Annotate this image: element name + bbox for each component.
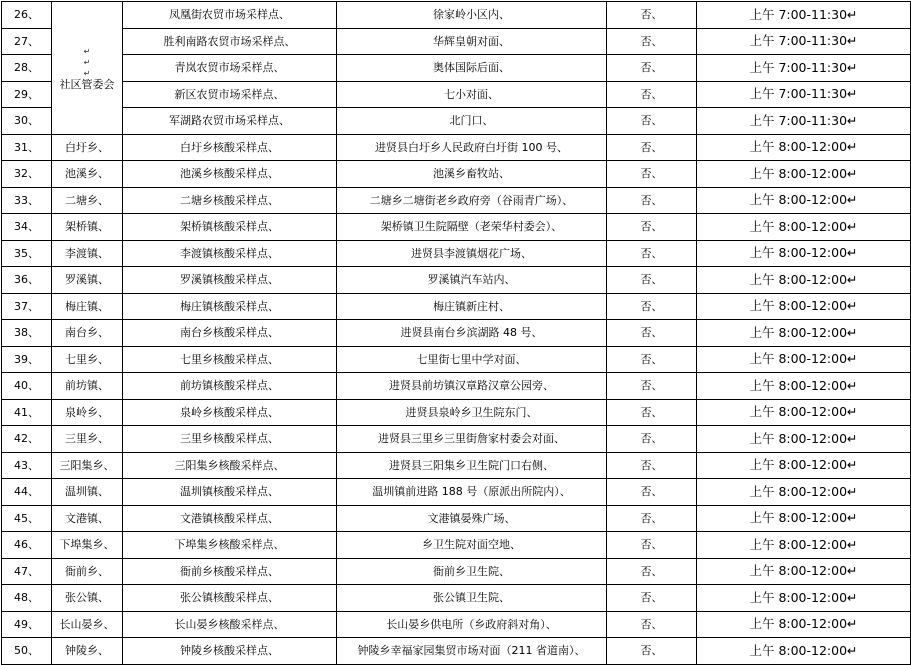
flag-cell: 否、	[607, 399, 697, 426]
site-address: 进贤县前坊镇汉章路汉章公园旁、	[337, 373, 607, 400]
town-name: 白圩乡、	[52, 134, 123, 161]
row-number: 29、	[2, 81, 52, 108]
flag-cell: 否、	[607, 2, 697, 29]
flag-cell: 否、	[607, 479, 697, 506]
table-body	[2, 2, 911, 665]
time-cell: 上午 8:00-12:00↵	[697, 611, 911, 638]
row-number: 28、	[2, 55, 52, 82]
time-cell: 上午 8:00-12:00↵	[697, 426, 911, 453]
time-cell: 上午 8:00-12:00↵	[697, 505, 911, 532]
flag-cell: 否、	[607, 81, 697, 108]
site-name: 新区农贸市场采样点、	[123, 81, 337, 108]
time-cell: 上午 8:00-12:00↵	[697, 346, 911, 373]
time-cell: 上午 8:00-12:00↵	[697, 373, 911, 400]
flag-cell: 否、	[607, 373, 697, 400]
flag-cell: 否、	[607, 452, 697, 479]
table-row	[2, 532, 911, 559]
town-name: 李渡镇、	[52, 240, 123, 267]
table-row	[2, 638, 911, 665]
row-number: 40、	[2, 373, 52, 400]
site-address: 北门口、	[337, 108, 607, 135]
community-cell	[52, 2, 123, 135]
table-row	[2, 267, 911, 294]
town-name: 池溪乡、	[52, 161, 123, 188]
site-name: 白圩乡核酸采样点、	[123, 134, 337, 161]
paragraph-mark: ↵	[83, 57, 91, 67]
time-cell: 上午 8:00-12:00↵	[697, 214, 911, 241]
site-address: 进贤县李渡镇烟花广场、	[337, 240, 607, 267]
site-name: 钟陵乡核酸采样点、	[123, 638, 337, 665]
table-row	[2, 505, 911, 532]
paragraph-mark: ↵	[83, 68, 91, 78]
row-number: 33、	[2, 187, 52, 214]
town-name: 罗溪镇、	[52, 267, 123, 294]
town-name: 下埠集乡、	[52, 532, 123, 559]
site-name: 架桥镇核酸采样点、	[123, 214, 337, 241]
site-address: 七小对面、	[337, 81, 607, 108]
row-number: 30、	[2, 108, 52, 135]
time-cell: 上午 8:00-12:00↵	[697, 638, 911, 665]
site-address: 进贤县三里乡三里街詹家村委会对面、	[337, 426, 607, 453]
site-address: 进贤县白圩乡人民政府白圩街 100 号、	[337, 134, 607, 161]
flag-cell: 否、	[607, 214, 697, 241]
flag-cell: 否、	[607, 108, 697, 135]
site-address: 华辉皇朝对面、	[337, 28, 607, 55]
table-row	[2, 240, 911, 267]
row-number: 42、	[2, 426, 52, 453]
table-row	[2, 214, 911, 241]
time-cell: 上午 7:00-11:30↵	[697, 81, 911, 108]
site-name: 青岚农贸市场采样点、	[123, 55, 337, 82]
site-address: 温圳镇前进路 188 号（原派出所院内）、	[337, 479, 607, 506]
flag-cell: 否、	[607, 558, 697, 585]
site-name: 池溪乡核酸采样点、	[123, 161, 337, 188]
site-name: 长山晏乡核酸采样点、	[123, 611, 337, 638]
flag-cell: 否、	[607, 346, 697, 373]
time-cell: 上午 8:00-12:00↵	[697, 532, 911, 559]
site-name: 张公镇核酸采样点、	[123, 585, 337, 612]
flag-cell: 否、	[607, 426, 697, 453]
time-cell: 上午 8:00-12:00↵	[697, 585, 911, 612]
table-row	[2, 558, 911, 585]
flag-cell: 否、	[607, 161, 697, 188]
table-row	[2, 479, 911, 506]
time-cell: 上午 7:00-11:30↵	[697, 108, 911, 135]
time-cell: 上午 8:00-12:00↵	[697, 161, 911, 188]
flag-cell: 否、	[607, 240, 697, 267]
site-address: 衙前乡卫生院、	[337, 558, 607, 585]
site-name: 前坊镇核酸采样点、	[123, 373, 337, 400]
table-row	[2, 161, 911, 188]
row-number: 41、	[2, 399, 52, 426]
table-row	[2, 81, 911, 108]
time-cell: 上午 8:00-12:00↵	[697, 187, 911, 214]
site-address: 文港镇晏殊广场、	[337, 505, 607, 532]
row-number: 34、	[2, 214, 52, 241]
town-name: 梅庄镇、	[52, 293, 123, 320]
flag-cell: 否、	[607, 532, 697, 559]
time-cell: 上午 8:00-12:00↵	[697, 320, 911, 347]
flag-cell: 否、	[607, 267, 697, 294]
site-address: 二塘乡二塘街老乡政府旁（谷雨青广场）、	[337, 187, 607, 214]
site-address: 七里街七里中学对面、	[337, 346, 607, 373]
row-number: 44、	[2, 479, 52, 506]
table-row	[2, 346, 911, 373]
town-name: 长山晏乡、	[52, 611, 123, 638]
site-address: 进贤县泉岭乡卫生院东门、	[337, 399, 607, 426]
town-name: 南台乡、	[52, 320, 123, 347]
site-address: 架桥镇卫生院隔壁（老荣华村委会）、	[337, 214, 607, 241]
row-number: 48、	[2, 585, 52, 612]
table-row	[2, 399, 911, 426]
town-name: 衙前乡、	[52, 558, 123, 585]
community-label: 社区管委会	[59, 77, 115, 91]
town-name: 前坊镇、	[52, 373, 123, 400]
site-name: 罗溪镇核酸采样点、	[123, 267, 337, 294]
row-number: 45、	[2, 505, 52, 532]
table-row	[2, 373, 911, 400]
flag-cell: 否、	[607, 611, 697, 638]
site-address: 奥体国际后面、	[337, 55, 607, 82]
site-address: 池溪乡畜牧站、	[337, 161, 607, 188]
town-name: 张公镇、	[52, 585, 123, 612]
flag-cell: 否、	[607, 187, 697, 214]
site-address: 乡卫生院对面空地、	[337, 532, 607, 559]
row-number: 37、	[2, 293, 52, 320]
site-address: 罗溪镇汽车站内、	[337, 267, 607, 294]
row-number: 47、	[2, 558, 52, 585]
flag-cell: 否、	[607, 505, 697, 532]
flag-cell: 否、	[607, 293, 697, 320]
row-number: 26、	[2, 2, 52, 29]
table-row	[2, 187, 911, 214]
flag-cell: 否、	[607, 638, 697, 665]
row-number: 38、	[2, 320, 52, 347]
time-cell: 上午 8:00-12:00↵	[697, 134, 911, 161]
town-name: 文港镇、	[52, 505, 123, 532]
table-row	[2, 293, 911, 320]
site-address: 钟陵乡幸福家园集贸市场对面（211 省道南）、	[337, 638, 607, 665]
flag-cell: 否、	[607, 134, 697, 161]
time-cell: 上午 7:00-11:30↵	[697, 2, 911, 29]
town-name: 泉岭乡、	[52, 399, 123, 426]
row-number: 39、	[2, 346, 52, 373]
flag-cell: 否、	[607, 585, 697, 612]
site-name: 二塘乡核酸采样点、	[123, 187, 337, 214]
table-row	[2, 426, 911, 453]
row-number: 35、	[2, 240, 52, 267]
town-name: 钟陵乡、	[52, 638, 123, 665]
town-name: 三阳集乡、	[52, 452, 123, 479]
table-row	[2, 55, 911, 82]
site-address: 进贤县南台乡滨湖路 48 号、	[337, 320, 607, 347]
site-address: 梅庄镇新庄村、	[337, 293, 607, 320]
site-name: 温圳镇核酸采样点、	[123, 479, 337, 506]
site-address: 长山晏乡供电所（乡政府斜对角）、	[337, 611, 607, 638]
time-cell: 上午 8:00-12:00↵	[697, 452, 911, 479]
time-cell: 上午 8:00-12:00↵	[697, 399, 911, 426]
site-address: 进贤县三阳集乡卫生院门口右侧、	[337, 452, 607, 479]
site-address: 张公镇卫生院、	[337, 585, 607, 612]
row-number: 36、	[2, 267, 52, 294]
time-cell: 上午 8:00-12:00↵	[697, 267, 911, 294]
row-number: 49、	[2, 611, 52, 638]
site-name: 泉岭乡核酸采样点、	[123, 399, 337, 426]
row-number: 50、	[2, 638, 52, 665]
flag-cell: 否、	[607, 28, 697, 55]
table-row	[2, 28, 911, 55]
town-name: 七里乡、	[52, 346, 123, 373]
town-name: 二塘乡、	[52, 187, 123, 214]
town-name: 三里乡、	[52, 426, 123, 453]
site-name: 文港镇核酸采样点、	[123, 505, 337, 532]
site-name: 李渡镇核酸采样点、	[123, 240, 337, 267]
table-row	[2, 585, 911, 612]
row-number: 43、	[2, 452, 52, 479]
site-name: 胜利南路农贸市场采样点、	[123, 28, 337, 55]
flag-cell: 否、	[607, 320, 697, 347]
row-number: 31、	[2, 134, 52, 161]
town-name: 架桥镇、	[52, 214, 123, 241]
table-row	[2, 320, 911, 347]
time-cell: 上午 8:00-12:00↵	[697, 240, 911, 267]
time-cell: 上午 8:00-12:00↵	[697, 293, 911, 320]
flag-cell: 否、	[607, 55, 697, 82]
table-row	[2, 134, 911, 161]
time-cell: 上午 7:00-11:30↵	[697, 28, 911, 55]
row-number: 32、	[2, 161, 52, 188]
row-number: 46、	[2, 532, 52, 559]
site-name: 衙前乡核酸采样点、	[123, 558, 337, 585]
paragraph-mark: ↵	[83, 46, 91, 56]
row-number: 27、	[2, 28, 52, 55]
table-row	[2, 611, 911, 638]
table-row	[2, 2, 911, 29]
site-name: 三里乡核酸采样点、	[123, 426, 337, 453]
time-cell: 上午 8:00-12:00↵	[697, 479, 911, 506]
site-name: 凤凰街农贸市场采样点、	[123, 2, 337, 29]
time-cell: 上午 7:00-11:30↵	[697, 55, 911, 82]
table-row	[2, 452, 911, 479]
site-name: 七里乡核酸采样点、	[123, 346, 337, 373]
town-name: 温圳镇、	[52, 479, 123, 506]
site-name: 下埠集乡核酸采样点、	[123, 532, 337, 559]
table-row	[2, 108, 911, 135]
site-name: 梅庄镇核酸采样点、	[123, 293, 337, 320]
site-name: 军湖路农贸市场采样点、	[123, 108, 337, 135]
site-name: 南台乡核酸采样点、	[123, 320, 337, 347]
sampling-sites-table	[1, 1, 911, 665]
time-cell: 上午 8:00-12:00↵	[697, 558, 911, 585]
site-address: 徐家岭小区内、	[337, 2, 607, 29]
site-name: 三阳集乡核酸采样点、	[123, 452, 337, 479]
